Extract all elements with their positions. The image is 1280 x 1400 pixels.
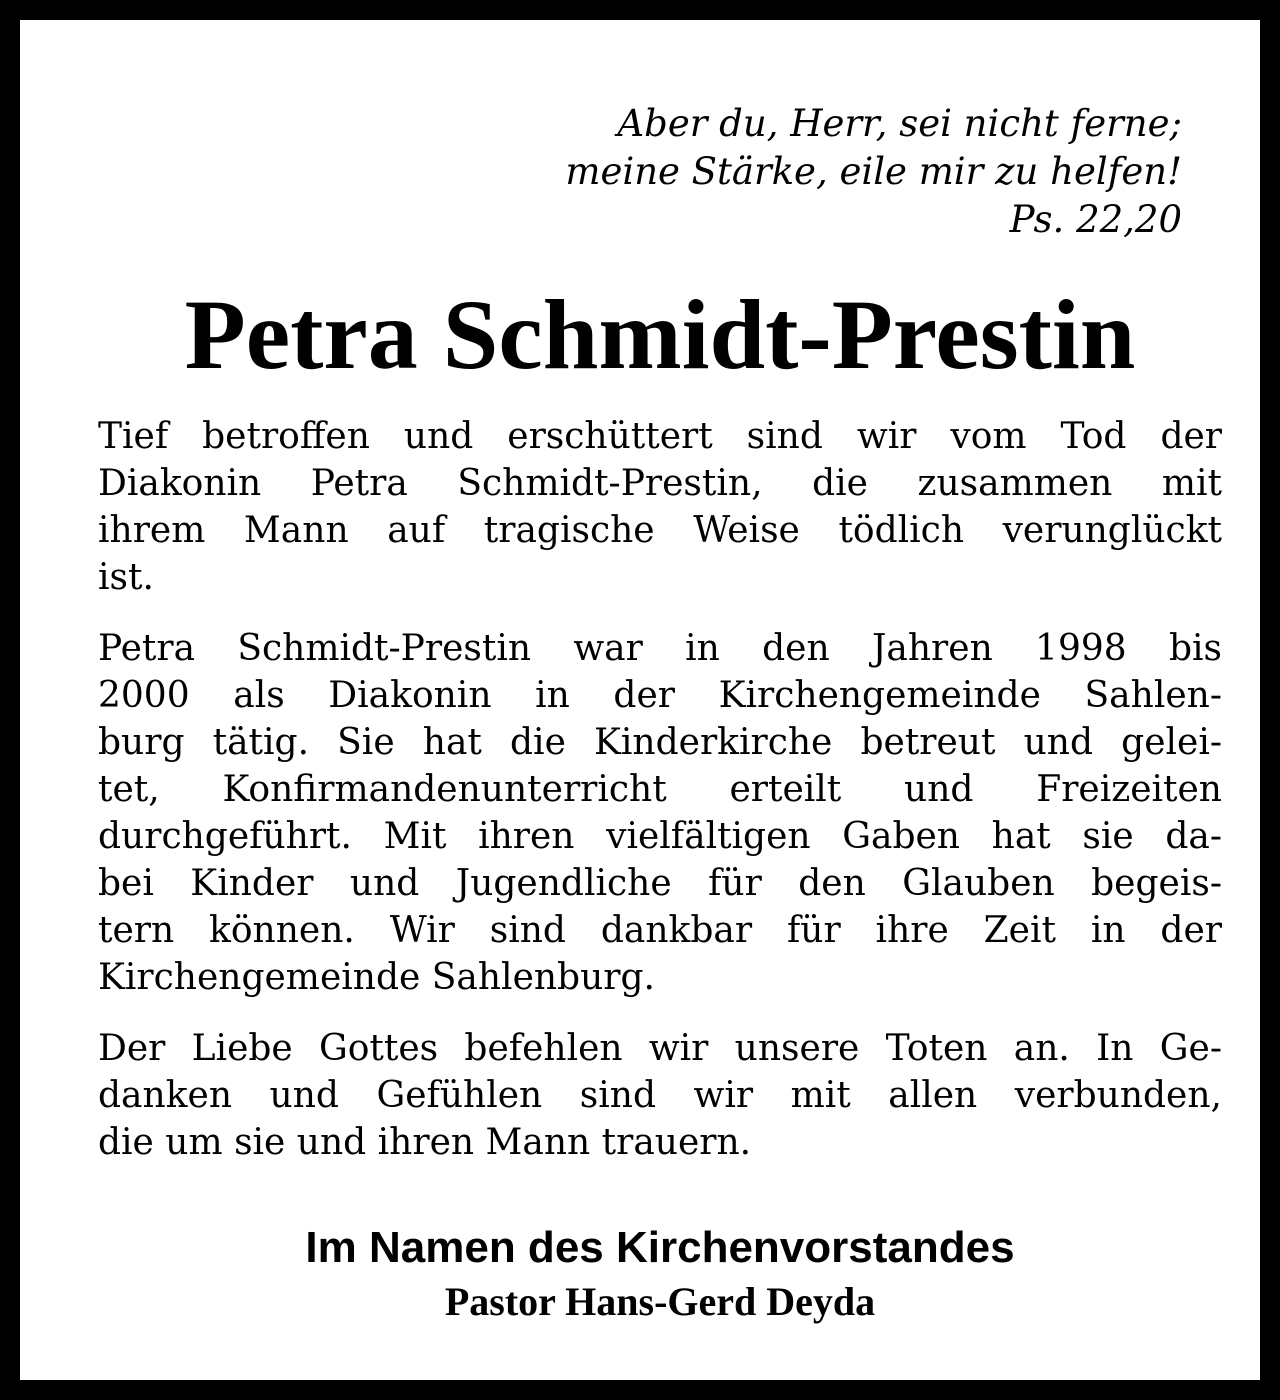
text-line: Der Liebe Gottes befehlen wir unsere Toten an. In Ge- <box>98 1028 1222 1069</box>
verse-reference: Ps. 22,20 <box>1009 198 1182 241</box>
paragraph-1 <box>98 413 1222 601</box>
verse-line: Aber du, Herr, sei nicht ferne; <box>617 102 1182 145</box>
paragraph-2 <box>98 625 1222 1001</box>
signature-title: Im Namen des Kirchenvorstandes <box>305 1223 1015 1272</box>
text-line: ist. <box>98 557 154 598</box>
text-line: durchgeführt. Mit ihren vielfältigen Gaben hat sie da- <box>98 816 1222 857</box>
paragraph-3 <box>98 1025 1222 1166</box>
text-line: tern können. Wir sind dankbar für ihre Zeit in der <box>98 910 1222 951</box>
text-line: danken und Gefühlen sind wir mit allen verbunden, <box>98 1075 1222 1116</box>
verse-line: meine Stärke, eile mir zu helfen! <box>565 150 1182 193</box>
signature-pastor: Pastor Hans-Gerd Deyda <box>444 1279 876 1324</box>
text-line: tet, Konfirmandenunterricht erteilt und Freizeiten <box>98 769 1222 810</box>
text-line: Kirchengemeinde Sahlenburg. <box>98 957 655 998</box>
text-line: ihrem Mann auf tragische Weise tödlich verunglückt <box>98 510 1222 551</box>
bible-verse <box>565 100 1182 244</box>
text-line: burg tätig. Sie hat die Kinderkirche betreut und gelei- <box>98 722 1222 763</box>
text-line: bei Kinder und Jugendliche für den Glauben begeis- <box>98 863 1222 904</box>
obituary-text <box>98 413 1222 1190</box>
deceased-name: Petra Schmidt-Prestin <box>184 279 1136 390</box>
text-line: Diakonin Petra Schmidt-Prestin, die zusammen mit <box>98 463 1222 504</box>
text-line: die um sie und ihren Mann trauern. <box>98 1122 752 1163</box>
text-line: Petra Schmidt-Prestin war in den Jahren 1998 bis <box>98 628 1222 669</box>
text-line: 2000 als Diakonin in der Kirchengemeinde Sahlen- <box>98 675 1222 716</box>
text-line: Tief betroffen und erschüttert sind wir vom Tod der <box>98 416 1222 457</box>
